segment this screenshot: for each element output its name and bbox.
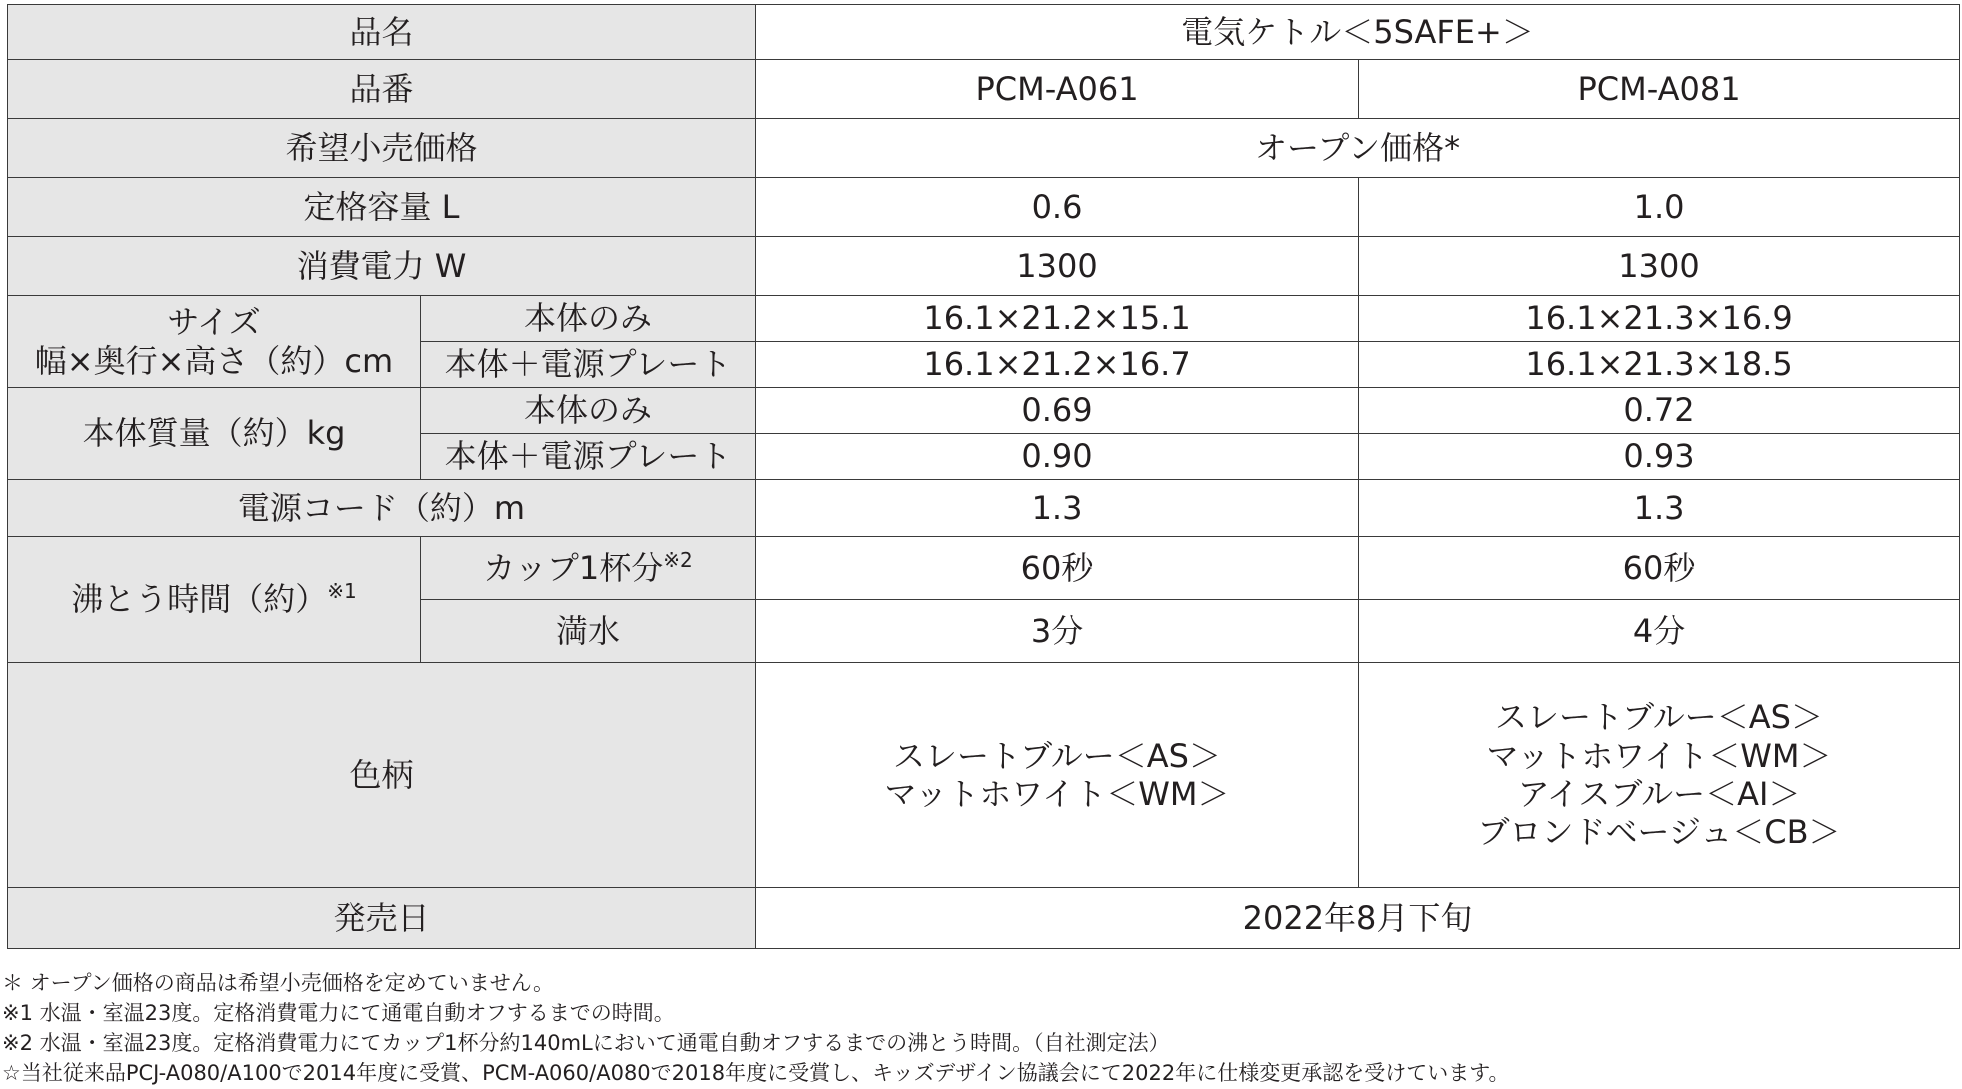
label-model: 品番 [8, 60, 756, 119]
row-capacity [8, 178, 1960, 237]
label-boil [8, 537, 421, 663]
value-color-b [1359, 663, 1960, 888]
value-color-a [756, 663, 1359, 888]
spec-table [7, 4, 1960, 949]
value-cord-b: 1.3 [1359, 480, 1960, 537]
label-size-line1: サイズ [167, 303, 261, 342]
label-boil-sub2: 満水 [421, 600, 756, 663]
label-boil-sub1 [421, 537, 756, 600]
label-capacity: 定格容量 L [8, 178, 756, 237]
row-release [8, 888, 1960, 949]
value-mass-sub2-b: 0.93 [1359, 434, 1960, 480]
color-b-item: ブロンドベージュ＜CB＞ [1477, 813, 1841, 852]
row-name [8, 5, 1960, 60]
value-name: 電気ケトル＜5SAFE+＞ [756, 5, 1960, 60]
value-boil-sub2-a: 3分 [756, 600, 1359, 663]
value-power-a: 1300 [756, 237, 1359, 296]
label-power: 消費電力 W [8, 237, 756, 296]
footnote-open-price: ＊ オープン価格の商品は希望小売価格を定めていません。 [2, 971, 555, 995]
label-boil-note: ※1 [327, 579, 357, 604]
row-boil-1 [8, 537, 1960, 600]
label-name: 品名 [8, 5, 756, 60]
value-size-sub2-b: 16.1×21.3×18.5 [1359, 342, 1960, 388]
color-b-item: アイスブルー＜AI＞ [1517, 775, 1801, 813]
color-a-item: スレートブルー＜AS＞ [893, 736, 1221, 775]
label-mass-sub2: 本体＋電源プレート [421, 434, 756, 480]
label-cord: 電源コード（約）m [8, 480, 756, 537]
color-b-item: マットホワイト＜WM＞ [1486, 736, 1832, 775]
value-mass-sub1-a: 0.69 [756, 388, 1359, 434]
label-size-sub2: 本体＋電源プレート [421, 342, 756, 388]
row-cord [8, 480, 1960, 537]
label-boil-sub1-note: ※2 [663, 547, 693, 572]
label-price: 希望小売価格 [8, 119, 756, 178]
color-a-item: マットホワイト＜WM＞ [884, 775, 1230, 813]
label-size-line2: 幅×奥行×高さ（約）cm [34, 341, 394, 380]
value-capacity-a: 0.6 [756, 178, 1359, 237]
label-boil-sub1-text: カップ1杯分 [483, 548, 664, 587]
label-mass-sub1: 本体のみ [421, 388, 756, 434]
value-boil-sub2-b: 4分 [1359, 600, 1960, 663]
value-size-sub1-b: 16.1×21.3×16.9 [1359, 296, 1960, 342]
row-model [8, 60, 1960, 119]
value-size-sub2-a: 16.1×21.2×16.7 [756, 342, 1359, 388]
label-boil-text: 沸とう時間（約） [71, 580, 328, 619]
value-boil-sub1-b: 60秒 [1359, 537, 1960, 600]
footnote-1: ※1 水温・室温23度。定格消費電力にて通電自動オフするまでの時間。 [2, 1001, 675, 1025]
label-size [8, 296, 421, 388]
value-mass-sub1-b: 0.72 [1359, 388, 1960, 434]
footnotes [2, 968, 1960, 1088]
footnote-2: ※2 水温・室温23度。定格消費電力にてカップ1杯分約140mLにおいて通電自動オフするまでの沸とう時間。（自社測定法） [2, 1031, 1170, 1055]
label-mass: 本体質量（約）kg [8, 388, 421, 480]
label-release: 発売日 [8, 888, 756, 949]
value-size-sub1-a: 16.1×21.2×15.1 [756, 296, 1359, 342]
footnote-award: ☆当社従来品PCJ-A080/A100で2014年度に受賞、PCM-A060/A080で2018年度に受賞し、キッズデザイン協議会にて2022年に仕様変更承認を受けています。 [2, 1061, 1510, 1085]
color-b-item: スレートブルー＜AS＞ [1495, 698, 1823, 737]
label-size-sub1: 本体のみ [421, 296, 756, 342]
row-size-1 [8, 296, 1960, 342]
row-price [8, 119, 1960, 178]
label-color: 色柄 [8, 663, 756, 888]
value-model-a: PCM-A061 [756, 60, 1359, 119]
value-power-b: 1300 [1359, 237, 1960, 296]
value-capacity-b: 1.0 [1359, 178, 1960, 237]
value-model-b: PCM-A081 [1359, 60, 1960, 119]
value-boil-sub1-a: 60秒 [756, 537, 1359, 600]
value-price: オープン価格* [756, 119, 1960, 178]
row-color [8, 663, 1960, 888]
value-cord-a: 1.3 [756, 480, 1359, 537]
value-release: 2022年8月下旬 [756, 888, 1960, 949]
row-mass-1 [8, 388, 1960, 434]
row-power [8, 237, 1960, 296]
value-mass-sub2-a: 0.90 [756, 434, 1359, 480]
